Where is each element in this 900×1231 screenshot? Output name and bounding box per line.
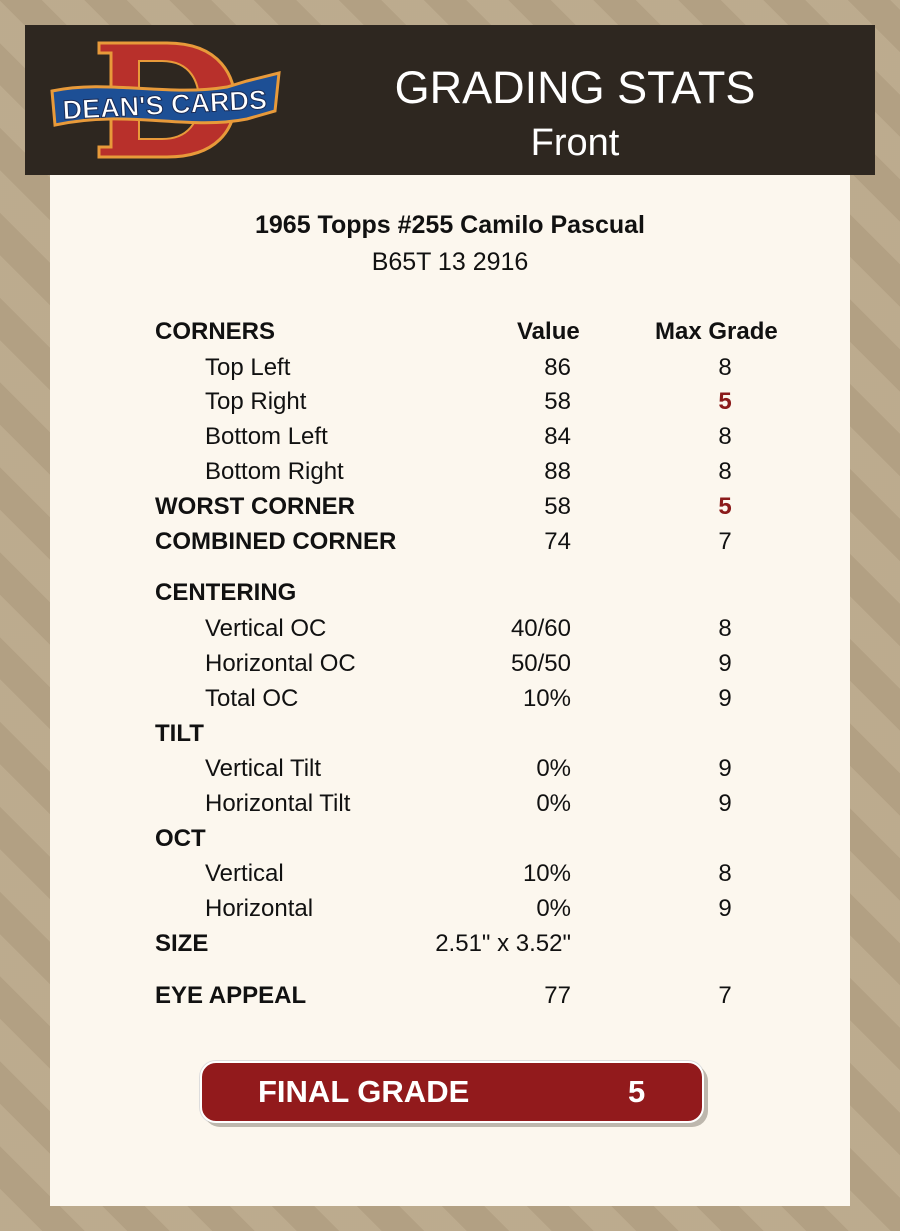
stats-row	[0, 579, 900, 609]
row-label: Total OC	[205, 685, 299, 712]
row-max-grade: 8	[718, 615, 732, 642]
row-label: EYE APPEAL	[155, 982, 307, 1009]
row-value: 58	[544, 493, 571, 520]
stats-row	[0, 720, 900, 750]
row-label: COMBINED CORNER	[155, 528, 397, 555]
header-bar	[25, 25, 875, 175]
row-value: 0%	[536, 755, 571, 782]
row-max-grade: 7	[718, 528, 732, 555]
stats-row	[0, 318, 900, 348]
row-label: Top Right	[205, 388, 307, 415]
row-value: 74	[544, 528, 571, 555]
row-max-grade: 9	[718, 650, 732, 677]
row-value: 0%	[536, 895, 571, 922]
row-label: Bottom Right	[205, 458, 344, 485]
stats-row	[0, 685, 900, 715]
deans-cards-logo	[47, 39, 287, 161]
row-max-grade: 8	[718, 860, 732, 887]
row-value: 88	[544, 458, 571, 485]
row-label: OCT	[155, 825, 206, 852]
column-header-value: Value	[517, 318, 580, 345]
stats-row	[0, 930, 900, 960]
stats-row	[0, 354, 900, 384]
stats-row	[0, 790, 900, 820]
row-label: Vertical Tilt	[205, 755, 322, 782]
final-grade-badge	[200, 1061, 704, 1123]
row-label: Horizontal	[205, 895, 314, 922]
row-label: Bottom Left	[205, 423, 328, 450]
row-label: Vertical OC	[205, 615, 327, 642]
row-value: 86	[544, 354, 571, 381]
row-value: 84	[544, 423, 571, 450]
stats-row	[0, 860, 900, 890]
page-title: GRADING STATS	[394, 62, 756, 113]
row-value: 50/50	[510, 650, 571, 677]
stats-row	[0, 895, 900, 925]
row-label: CORNERS	[155, 318, 276, 345]
row-max-grade: 9	[718, 895, 732, 922]
page-subtitle: Front	[530, 122, 620, 164]
row-max-grade: 5	[718, 388, 732, 415]
card-name: 1965 Topps #255 Camilo Pascual	[254, 211, 645, 239]
row-label: Horizontal OC	[205, 650, 356, 677]
stats-row	[0, 423, 900, 453]
row-max-grade: 8	[718, 458, 732, 485]
row-value: 40/60	[510, 615, 571, 642]
stats-row	[0, 528, 900, 558]
row-label: Top Left	[205, 354, 291, 381]
stats-row	[0, 755, 900, 785]
row-value: 10%	[522, 860, 571, 887]
stats-row	[0, 615, 900, 645]
row-value: 0%	[536, 790, 571, 817]
row-max-grade: 9	[718, 755, 732, 782]
stats-row	[0, 825, 900, 855]
row-max-grade: 8	[718, 354, 732, 381]
stats-row	[0, 982, 900, 1012]
row-label: TILT	[155, 720, 204, 747]
row-value: 10%	[522, 685, 571, 712]
row-label: WORST CORNER	[155, 493, 355, 520]
card-id: B65T 13 2916	[371, 248, 529, 276]
row-max-grade: 5	[718, 493, 732, 520]
final-grade-value: 5	[628, 1074, 646, 1109]
final-grade-label: FINAL GRADE	[258, 1074, 470, 1109]
column-header-max-grade: Max Grade	[655, 318, 778, 345]
row-max-grade: 7	[718, 982, 732, 1009]
stats-row	[0, 388, 900, 418]
stats-row	[0, 650, 900, 680]
row-max-grade: 8	[718, 423, 732, 450]
row-label: Horizontal Tilt	[205, 790, 351, 817]
row-max-grade: 9	[718, 685, 732, 712]
row-label: Vertical	[205, 860, 284, 887]
row-max-grade: 9	[718, 790, 732, 817]
svg-text:DEAN'S CARDS: DEAN'S CARDS	[61, 84, 268, 126]
row-label: CENTERING	[155, 579, 297, 606]
stats-row	[0, 493, 900, 523]
row-value: 58	[544, 388, 571, 415]
row-label: SIZE	[155, 930, 209, 957]
stats-row	[0, 458, 900, 488]
row-value: 2.51" x 3.52"	[435, 930, 571, 957]
row-value: 77	[544, 982, 571, 1009]
